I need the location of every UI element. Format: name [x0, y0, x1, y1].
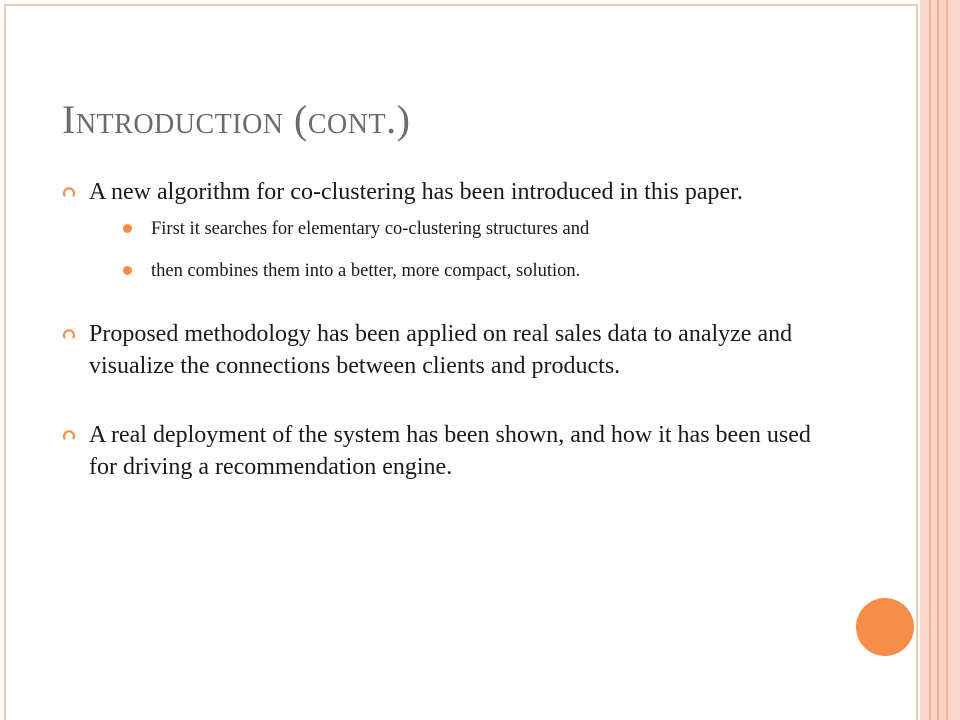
- bullet-item: [62, 318, 842, 382]
- sub-bullet-dot-icon: [123, 266, 132, 275]
- sub-bullet-list: [89, 216, 842, 284]
- slide-title: Introduction (cont.): [62, 97, 411, 142]
- decorative-circle: [856, 598, 914, 656]
- sub-bullet-text: First it searches for elementary co-clustering structures and: [151, 219, 590, 239]
- sub-bullet-item: [123, 258, 842, 284]
- bullet-text: A real deployment of the system has been shown, and how it has been used for driving a recommendation engine.: [89, 422, 811, 480]
- bullet-item: [62, 419, 842, 483]
- decorative-stripes: [920, 0, 960, 720]
- bullet-marker-icon: [62, 327, 76, 341]
- sub-bullet-text: then combines them into a better, more compact, solution.: [151, 261, 581, 281]
- sub-bullet-item: [123, 216, 842, 242]
- bullet-marker-icon: [62, 185, 76, 199]
- bullet-item: [62, 176, 842, 284]
- slide-content: [62, 176, 842, 483]
- bullet-marker-icon: [62, 428, 76, 442]
- bullet-text: Proposed methodology has been applied on real sales data to analyze and visualize the connections between clients and products.: [89, 321, 793, 379]
- bullet-text: A new algorithm for co-clustering has been introduced in this paper.: [89, 179, 743, 205]
- sub-bullet-dot-icon: [123, 224, 132, 233]
